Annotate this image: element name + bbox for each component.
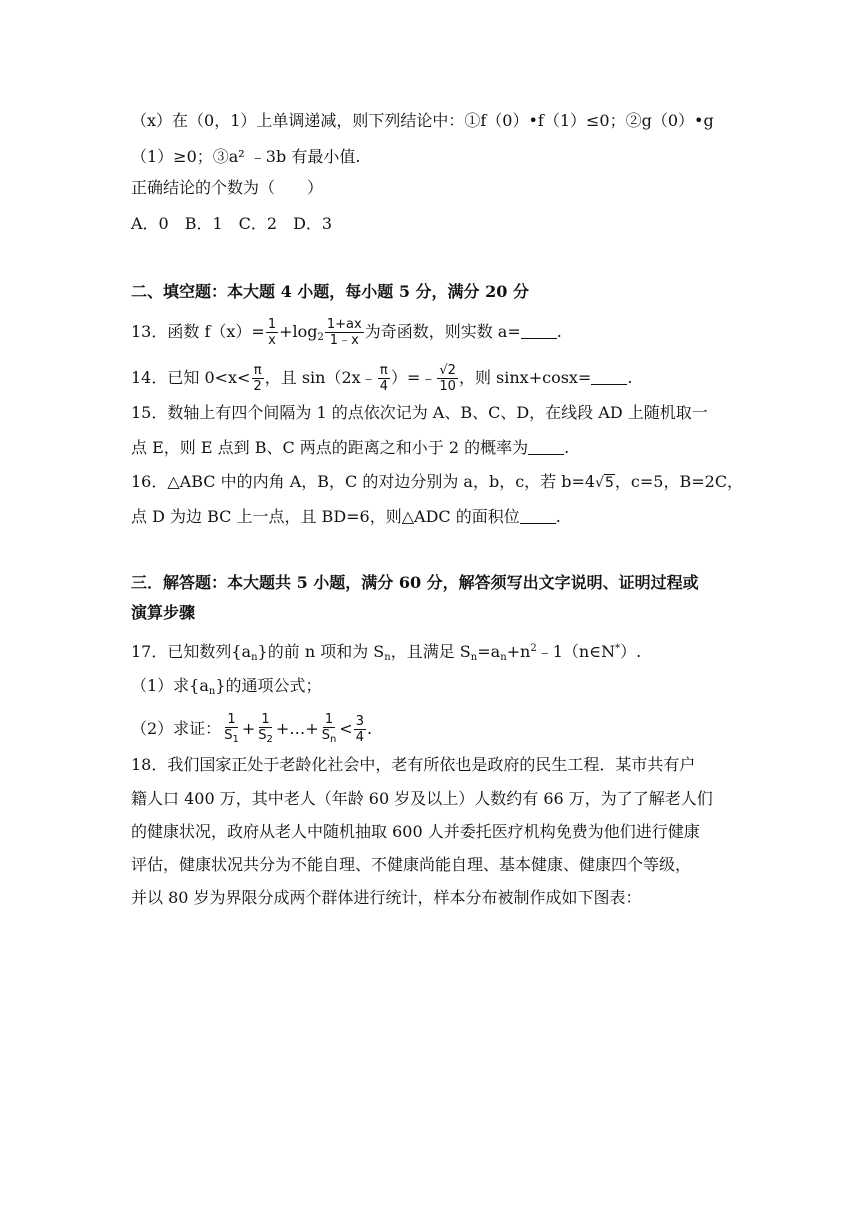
question-17-part2: （2）求证： $\frac{1}{S_1}$ + $\frac{1}{S_2}$ +…+ $\frac{1}{S_n}$ < $\frac{3}{4}$ . <box>131 712 373 745</box>
question-14: 14．已知 0<x< $\frac{\pi}{2}$ ，且 sin（2x﹣ $\frac{\pi}{4}$ ）=﹣ $\frac{√2}{10}$ ，则 sinx+cosx= . <box>131 363 633 394</box>
fraction-pi-over-4: $\frac{\pi}{4}$ <box>379 363 388 394</box>
question-15-line2: 点 E，则 E 点到 B、C 两点的距离之和小于 2 的概率为 . <box>131 438 570 457</box>
section3-title-line1: 三．解答题：本大题共 5 小题，满分 60 分，解答须写出文字说明、证明过程或 <box>131 573 699 592</box>
fraction-log-arg: $\frac{1+ax}{1﹣x}$ <box>326 317 362 348</box>
fraction-1-over-s2: $\frac{1}{S_2}$ <box>258 712 273 745</box>
question-13: 13．函数 f（x）= $\frac{1}{x}$ $+\log_2$ $\frac{1+ax}{1﹣x}$ 为奇函数，则实数 a= . <box>131 317 562 348</box>
prev-question-line1: （x）在（0，1）上单调递减，则下列结论中：①f（0）•f（1）≤0；②g（0）•g <box>131 111 714 130</box>
fraction-sqrt2-over-10: $\frac{√2}{10}$ <box>439 363 456 394</box>
question-18-line5: 并以 80 岁为界限分成两个群体进行统计，样本分布被制作成如下图表： <box>131 888 642 907</box>
prev-question-line3: 正确结论的个数为（ ） <box>131 178 324 197</box>
fraction-3-over-4: $\frac{3}{4}$ <box>355 714 364 745</box>
question-16-line2: 点 D 为边 BC 上一点，且 BD=6，则△ADC 的面积位 . <box>131 507 561 526</box>
fraction-1-over-s1: $\frac{1}{S_1}$ <box>224 712 239 745</box>
question-17-stem: 17．已知数列$\{a_n\}$的前 n 项和为 $S_n$，且满足 $S_n=a_n+n^2﹣1(n\in N^*)$. <box>131 642 642 663</box>
answer-blank <box>591 370 627 385</box>
answer-blank <box>521 324 557 339</box>
question-18-line3: 的健康状况，政府从老人中随机抽取 600 人并委托医疗机构免费为他们进行健康 <box>131 822 700 841</box>
answer-blank <box>528 440 564 455</box>
fraction-pi-over-2: $\frac{\pi}{2}$ <box>253 363 262 394</box>
question-15-line1: 15．数轴上有四个间隔为 1 的点依次记为 A、B、C、D，在线段 AD 上随机取一 <box>131 403 708 422</box>
question-18-line4: 评估，健康状况共分为不能自理、不健康尚能自理、基本健康、健康四个等级， <box>131 855 692 874</box>
fraction-1-over-x: $\frac{1}{x}$ <box>267 317 277 348</box>
question-17-part1: （1）求$\{a_n\}$的通项公式； <box>131 676 322 697</box>
prev-question-line2: （1）≥0；③a² ﹣3b 有最小值. <box>131 147 361 166</box>
prev-question-options: A．0 B．1 C．2 D．3 <box>131 214 333 233</box>
section3-title-line2: 演算步骤 <box>131 603 196 622</box>
sqrt-5: √5 <box>595 475 614 491</box>
question-16-line1: 16．△ABC 中的内角 A，B，C 的对边分别为 a，b，c，若 b=4√5，c=5，B=2C， <box>131 472 744 491</box>
question-18-line2: 籍人口 400 万，其中老人（年龄 60 岁及以上）人数约有 66 万，为了了解老人们 <box>131 789 713 808</box>
question-18-line1: 18．我们国家正处于老龄化社会中，老有所依也是政府的民生工程．某市共有户 <box>131 755 696 774</box>
answer-blank <box>520 509 556 524</box>
fraction-1-over-sn: $\frac{1}{S_n}$ <box>321 712 337 745</box>
section2-title: 二、填空题：本大题 4 小题，每小题 5 分，满分 20 分 <box>131 282 529 301</box>
